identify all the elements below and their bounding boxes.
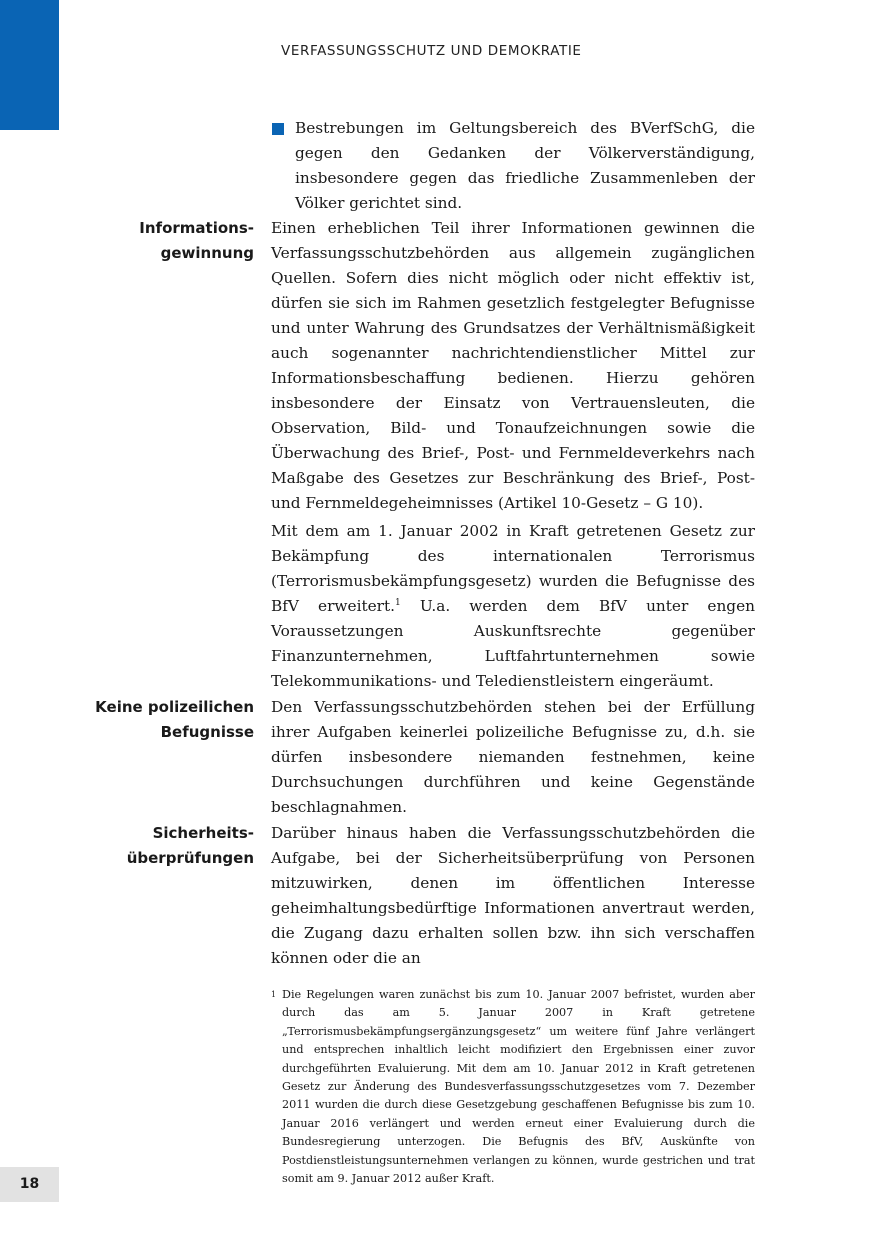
- paragraph-befugnisse: Den Verfassungsschutzbehörden stehen bei der Erfüllung ihrer Aufgaben keinerlei polizeiliche Befugnisse zu, d.h. sie dürfen insbesondere niemanden festnehmen, keine Durchsuchungen durchführen und keine Gegenstände beschlagnahmen.: [271, 698, 755, 816]
- sidehead-line: überprüfungen: [126, 849, 254, 867]
- page-number: 18: [19, 1176, 40, 1192]
- square-bullet-icon: [272, 123, 284, 135]
- paragraph-informationsgewinnung-1: Einen erheblichen Teil ihrer Informationen gewinnen die Verfassungsschutzbehörden aus allgemein zugänglichen Quellen. Sofern dies nicht möglich oder nicht effektiv ist, dürfen sie sich im Rahmen gesetzlich festgelegter Befugnisse und unter Wahrung des Grundsatzes der Verhältnismäßigkeit auch sogenannter nachrichtendienstlicher Mittel zur Informationsbeschaffung bedienen. Hierzu gehören insbesondere der Einsatz von Vertrauensleuten, die Observation, Bild- und Tonaufzeichnungen sowie die Überwachung des Brief-, Post- und Fernmeldeverkehrs nach Maßgabe des Gesetzes zur Beschränkung des Brief-, Post- und Fernmeldegeheimnisses (Artikel 10-Gesetz – G 10).: [271, 219, 755, 512]
- footnote: [271, 986, 755, 1188]
- sidehead-line: Sicherheits-: [152, 824, 254, 842]
- chapter-color-tab: [0, 0, 59, 130]
- sidehead-line: Informations-: [139, 219, 254, 237]
- sidehead-sicherheit: [34, 821, 254, 871]
- sidehead-informationsgewinnung: [34, 216, 254, 266]
- paragraph-informationsgewinnung-2: [271, 519, 755, 694]
- running-header: VERFASSUNGSSCHUTZ UND DEMOKRATIE: [281, 43, 582, 59]
- bullet-text: Bestrebungen im Geltungsbereich des BVerfSchG, die gegen den Gedanken der Völkerverständigung, insbesondere gegen das friedliche Zusammenleben der Völker gerichtet sind.: [295, 119, 755, 212]
- footnote-reference[interactable]: 1: [395, 597, 401, 608]
- footnote-mark: 1: [271, 990, 277, 999]
- paragraph-text: Mit dem am 1. Januar 2002 in Kraft getretenen Gesetz zur Bekämpfung des internationalen Terrorismus (Terrorismusbekämpfungsgesetz) wurden die Befugnisse des BfV erweitert.: [271, 522, 755, 615]
- paragraph-sicherheit: Darüber hinaus haben die Verfassungsschutzbehörden die Aufgabe, bei der Sicherheitsüberprüfung von Personen mitzuwirken, denen im öffentlichen Interesse geheimhaltungsbedürftige Informationen anvertraut werden, die Zugang dazu erhalten sollen bzw. ihn sich verschaffen können oder die an: [271, 824, 755, 967]
- sidehead-line: Keine polizeilichen: [95, 698, 254, 716]
- bullet-item: [272, 116, 755, 216]
- footnote-text: Die Regelungen waren zunächst bis zum 10. Januar 2007 befristet, wurden aber durch das am 5. Januar 2007 in Kraft getretene „Terrorismusbekämpfungsergänzungsgesetz“ um weitere fünf Jahre verlängert und entsprechen inhaltlich leicht modifiziert den Ergebnissen einer zuvor durchgeführten Evaluierung. Mit dem am 10. Januar 2012 in Kraft getretenen Gesetz zur Änderung des Bundesverfassungsschutzgesetzes vom 7. Dezember 2011 wurden die durch diese Gesetzgebung geschaffenen Befugnisse bis zum 10. Januar 2016 verlängert und werden erneut einer Evaluierung durch die Bundesregierung unterzogen. Die Befugnis des BfV, Auskünfte von Postdienstleistungsunternehmen verlangen zu können, wurde gestrichen und trat somit am 9. Januar 2012 außer Kraft.: [282, 988, 755, 1186]
- sidehead-line: Befugnisse: [160, 723, 254, 741]
- paragraph-text: U.a. werden dem BfV unter engen Voraussetzungen Auskunftsrechte gegenüber Finanzunternehmen, Luftfahrtunternehmen sowie Telekommunikations- und Teledienstleistern eingeräumt.: [271, 597, 755, 690]
- sidehead-befugnisse: [34, 695, 254, 745]
- sidehead-line: gewinnung: [160, 244, 254, 262]
